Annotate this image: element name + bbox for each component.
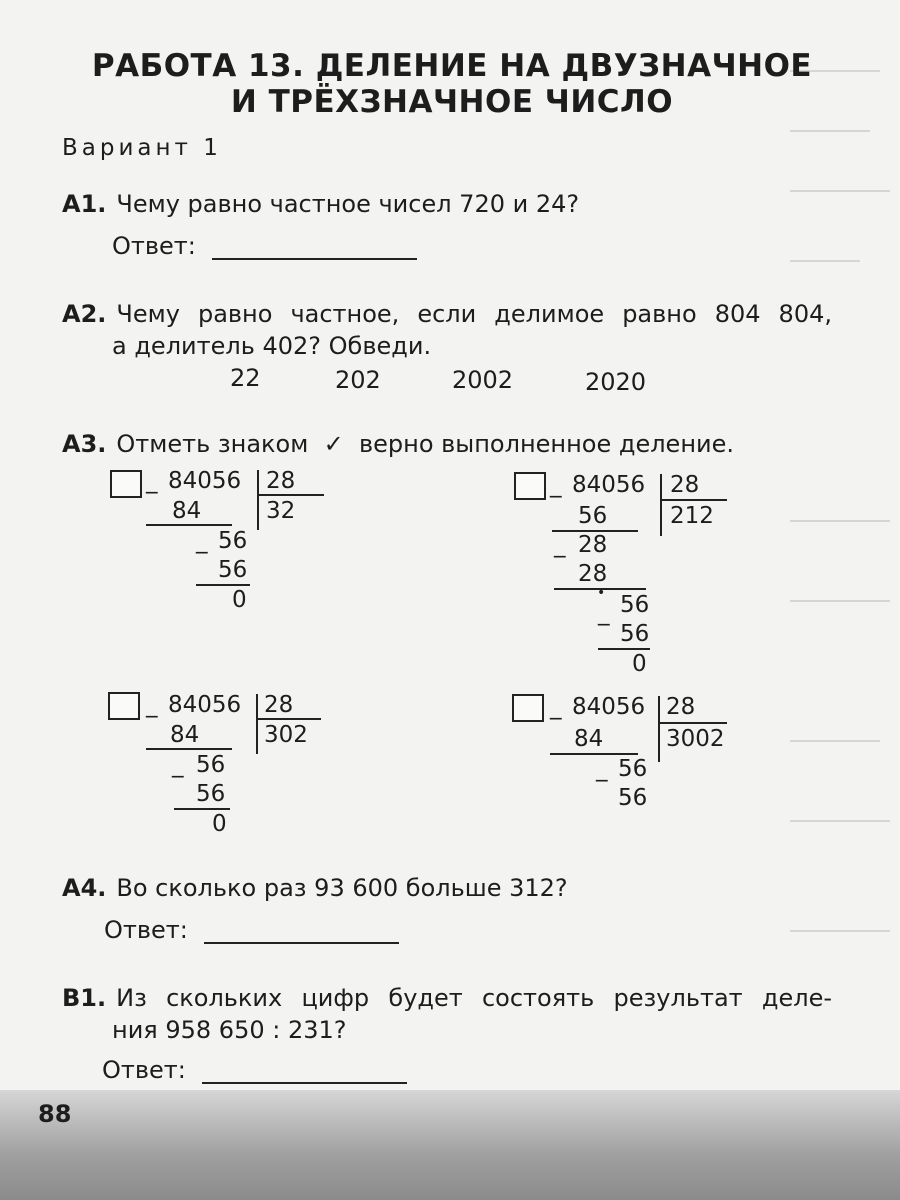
remainder: 28 xyxy=(578,532,608,558)
task-text-line-2: ния 958 650 : 231? xyxy=(112,1016,347,1044)
option-3[interactable]: 2002 xyxy=(452,366,514,394)
division-bar xyxy=(660,474,662,536)
task-a1 xyxy=(62,188,579,220)
task-text: Во сколько раз 93 600 больше 312? xyxy=(116,874,568,902)
underline xyxy=(146,524,232,526)
quotient: 3002 xyxy=(666,726,725,752)
underline xyxy=(550,753,638,755)
checkbox-option-1[interactable] xyxy=(110,470,142,498)
minus-sign: _ xyxy=(550,694,562,720)
answer-field[interactable] xyxy=(212,236,417,260)
dividend: 84056 xyxy=(572,472,646,498)
minus-sign: _ xyxy=(146,468,158,494)
minus-sign: _ xyxy=(596,756,608,782)
remainder: 0 xyxy=(232,587,247,613)
task-b1 xyxy=(62,982,832,1014)
dividend: 84056 xyxy=(168,468,242,494)
task-a2 xyxy=(62,298,832,330)
underline xyxy=(196,584,250,586)
quotient: 32 xyxy=(266,498,296,524)
checkbox-option-3[interactable] xyxy=(108,692,140,720)
answer-b1 xyxy=(102,1056,407,1084)
underline xyxy=(146,748,232,750)
task-text-line-1: Чему равно частное, если делимое равно 804 804, xyxy=(116,300,832,328)
page-shadow-band xyxy=(0,1090,900,1200)
minus-sign: _ xyxy=(196,528,208,554)
page-number: 88 xyxy=(38,1100,72,1128)
minus-sign: _ xyxy=(146,692,158,718)
subtrahend: 56 xyxy=(578,503,608,529)
answer-a1 xyxy=(112,232,417,260)
quotient: 302 xyxy=(264,722,308,748)
answer-label: Ответ: xyxy=(102,1056,186,1084)
divisor: 28 xyxy=(264,692,294,718)
task-number: А1. xyxy=(62,190,107,218)
check-mark-icon: ✓ xyxy=(323,430,344,458)
answer-label: Ответ: xyxy=(104,916,188,944)
quotient: 212 xyxy=(670,503,714,529)
subtrahend: 84 xyxy=(172,498,202,524)
underline xyxy=(174,808,230,810)
minus-sign: _ xyxy=(550,472,562,498)
checkbox-option-2[interactable] xyxy=(514,472,546,500)
division-bar xyxy=(658,696,660,762)
option-4[interactable]: 2020 xyxy=(585,368,647,396)
remainder: 56 xyxy=(196,752,226,778)
subtrahend: 84 xyxy=(574,726,604,752)
minus-sign: _ xyxy=(172,752,184,778)
dividend: 84056 xyxy=(572,694,646,720)
answer-field[interactable] xyxy=(202,1060,407,1084)
subtrahend: 28 xyxy=(578,561,608,587)
remainder: 56 xyxy=(620,592,650,618)
division-bar xyxy=(257,470,259,530)
task-a4 xyxy=(62,872,568,904)
subtrahend: 56 xyxy=(620,621,650,647)
dot-mark: • xyxy=(597,585,606,601)
task-text: Чему равно частное чисел 720 и 24? xyxy=(116,190,580,218)
minus-sign: _ xyxy=(598,600,610,626)
task-number: А2. xyxy=(62,300,107,328)
task-text: Отметь знаком xyxy=(116,430,309,458)
divisor: 28 xyxy=(666,694,696,720)
minus-sign: _ xyxy=(554,532,566,558)
task-a3 xyxy=(62,428,734,460)
task-b1-line2 xyxy=(112,1014,347,1046)
subtrahend: 56 xyxy=(196,781,226,807)
remainder: 0 xyxy=(212,811,227,837)
divisor: 28 xyxy=(670,472,700,498)
task-number: В1. xyxy=(62,984,107,1012)
remainder: 0 xyxy=(632,651,647,677)
answer-label: Ответ: xyxy=(112,232,196,260)
task-text-line-2: а делитель 402? Обведи. xyxy=(112,332,432,360)
option-2[interactable]: 202 xyxy=(335,366,381,394)
checkbox-option-4[interactable] xyxy=(512,694,544,722)
subtrahend: 84 xyxy=(170,722,200,748)
quotient-line xyxy=(659,722,727,724)
underline xyxy=(598,648,650,650)
remainder: 56 xyxy=(618,756,648,782)
quotient-line xyxy=(257,718,321,720)
task-text-2: верно выполненное деление. xyxy=(358,430,735,458)
task-number: А4. xyxy=(62,874,107,902)
remainder: 56 xyxy=(218,528,248,554)
answer-a4 xyxy=(104,916,399,944)
bleed-through-text xyxy=(780,40,900,990)
option-1[interactable]: 22 xyxy=(230,364,261,392)
subtrahend: 56 xyxy=(618,785,648,811)
dividend: 84056 xyxy=(168,692,242,718)
page-title-line-1: РАБОТА 13. ДЕЛЕНИЕ НА ДВУЗНАЧНОЕ xyxy=(91,48,813,84)
task-text-line-1: Из скольких цифр будет состоять результат деле- xyxy=(116,984,832,1012)
divisor: 28 xyxy=(266,468,296,494)
page-title-line-2: И ТРЁХЗНАЧНОЕ ЧИСЛО xyxy=(230,84,674,120)
task-number: А3. xyxy=(62,430,107,458)
variant-label: Вариант 1 xyxy=(62,135,222,161)
subtrahend: 56 xyxy=(218,557,248,583)
task-a2-line2 xyxy=(112,330,431,362)
quotient-line xyxy=(661,499,727,501)
division-bar xyxy=(256,694,258,754)
quotient-line xyxy=(258,494,324,496)
answer-field[interactable] xyxy=(204,920,399,944)
